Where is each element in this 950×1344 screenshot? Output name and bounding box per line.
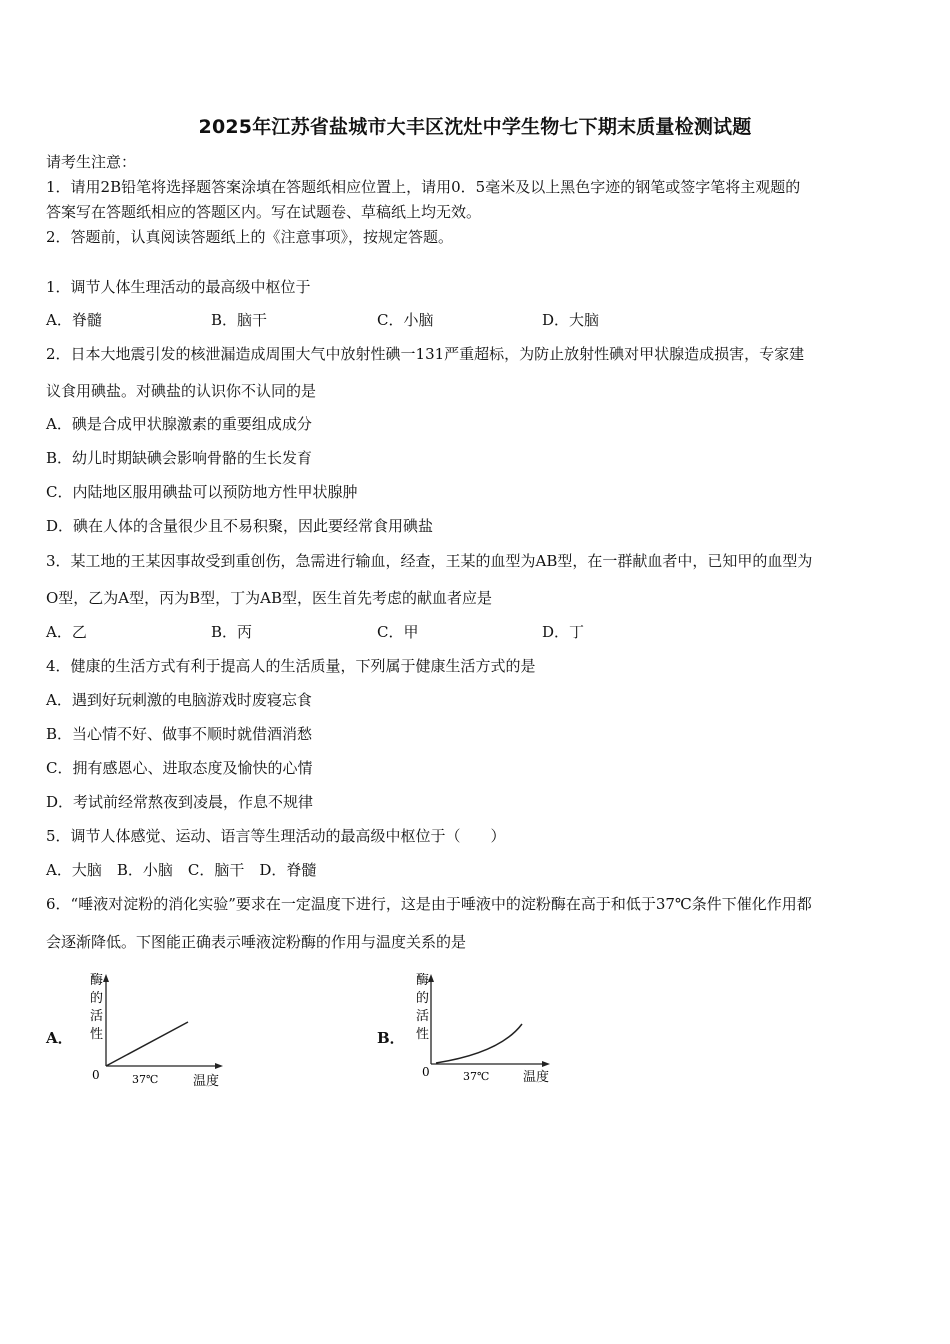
origin-label: 0 — [92, 1068, 100, 1082]
x-axis-label: 温度 — [193, 1074, 220, 1089]
y-label-char: 的 — [416, 991, 430, 1006]
option: A．碘是合成甲状腺激素的重要组成成分 — [46, 415, 312, 433]
graph-a — [80, 970, 240, 1092]
question-stem: 4．健康的生活方式有利于提高人的生活质量，下列属于健康生活方式的是 — [46, 657, 536, 675]
page-title: 2025年江苏省盐城市大丰区沈灶中学生物七下期末质量检测试题 — [198, 116, 752, 138]
x-axis-label: 温度 — [523, 1070, 550, 1085]
y-label-char: 性 — [90, 1027, 104, 1042]
option: C．拥有感恩心、进取态度及愉快的心情 — [46, 759, 313, 777]
tick-label: 37℃ — [463, 1070, 490, 1083]
y-label-char: 酶 — [416, 973, 430, 988]
question-stem: O型，乙为A型，丙为B型，丁为AB型，医生首先考虑的献血者应是 — [46, 589, 493, 607]
question-stem: 议食用碘盐。对碘盐的认识你不认同的是 — [46, 382, 317, 400]
option-a-label: A． — [46, 1029, 73, 1047]
curve-linear — [106, 1022, 188, 1066]
notice-heading: 请考生注意： — [46, 153, 137, 171]
question-stem: 6．“唾液对淀粉的消化实验”要求在一定温度下进行，这是由于唾液中的淀粉酶在高于和低于37℃条件下催化作用都 — [46, 895, 812, 913]
tick-label: 37℃ — [132, 1073, 159, 1086]
question-stem: 3．某工地的王某因事故受到重创伤，急需进行输血，经查，王某的血型为AB型，在一群献血者中，已知甲的血型为 — [46, 552, 813, 570]
option: B．当心情不好、做事不顺时就借酒消愁 — [46, 725, 313, 743]
option: C．小脑 — [377, 311, 434, 329]
question-stem: 2．日本大地震引发的核泄漏造成周围大气中放射性碘一131严重超标，为防止放射性碘对甲状腺造成损害，专家建 — [46, 345, 805, 363]
question-stem: 5．调节人体感觉、运动、语言等生理活动的最高级中枢位于（ ） — [46, 827, 506, 845]
option-b-label: B． — [377, 1029, 405, 1047]
graph-b — [410, 968, 570, 1090]
option: D．丁 — [542, 623, 585, 641]
option: B．丙 — [211, 623, 253, 641]
option: D．碘在人体的含量很少且不易积聚，因此要经常食用碘盐 — [46, 517, 434, 535]
notice-line: 答案写在答题纸相应的答题区内。写在试题卷、草稿纸上均无效。 — [46, 203, 482, 221]
option: B．幼儿时期缺碘会影响骨骼的生长发育 — [46, 449, 313, 467]
option: A．脊髓 — [46, 311, 102, 329]
x-axis-arrow — [542, 1061, 550, 1067]
notice-line: 2．答题前，认真阅读答题纸上的《注意事项》，按规定答题。 — [46, 228, 454, 246]
option: A．乙 — [46, 623, 87, 641]
question-stem: 会逐渐降低。下图能正确表示唾液淀粉酶的作用与温度关系的是 — [46, 933, 467, 951]
option: C．内陆地区服用碘盐可以预防地方性甲状腺肿 — [46, 483, 358, 501]
option: D．大脑 — [542, 311, 600, 329]
option: B．脑干 — [211, 311, 268, 329]
y-label-char: 性 — [416, 1027, 430, 1042]
option: D．考试前经常熬夜到凌晨，作息不规律 — [46, 793, 314, 811]
y-axis-arrow — [103, 974, 109, 982]
x-axis-arrow — [215, 1063, 223, 1069]
y-label-char: 活 — [90, 1009, 104, 1024]
option-row: A．大脑 B．小脑 C．脑干 D．脊髓 — [46, 861, 317, 879]
curve-rising — [436, 1024, 522, 1063]
origin-label: 0 — [422, 1065, 430, 1079]
notice-line: 1．请用2B铅笔将选择题答案涂填在答题纸相应位置上，请用0．5毫米及以上黑色字迹的钢笔或签字笔将主观题的 — [46, 178, 801, 196]
y-label-char: 的 — [90, 991, 104, 1006]
question-stem: 1．调节人体生理活动的最高级中枢位于 — [46, 278, 311, 296]
option: A．遇到好玩刺激的电脑游戏时废寝忘食 — [46, 691, 312, 709]
y-label-char: 活 — [416, 1009, 430, 1024]
y-label-char: 酶 — [90, 973, 104, 988]
option: C．甲 — [377, 623, 419, 641]
